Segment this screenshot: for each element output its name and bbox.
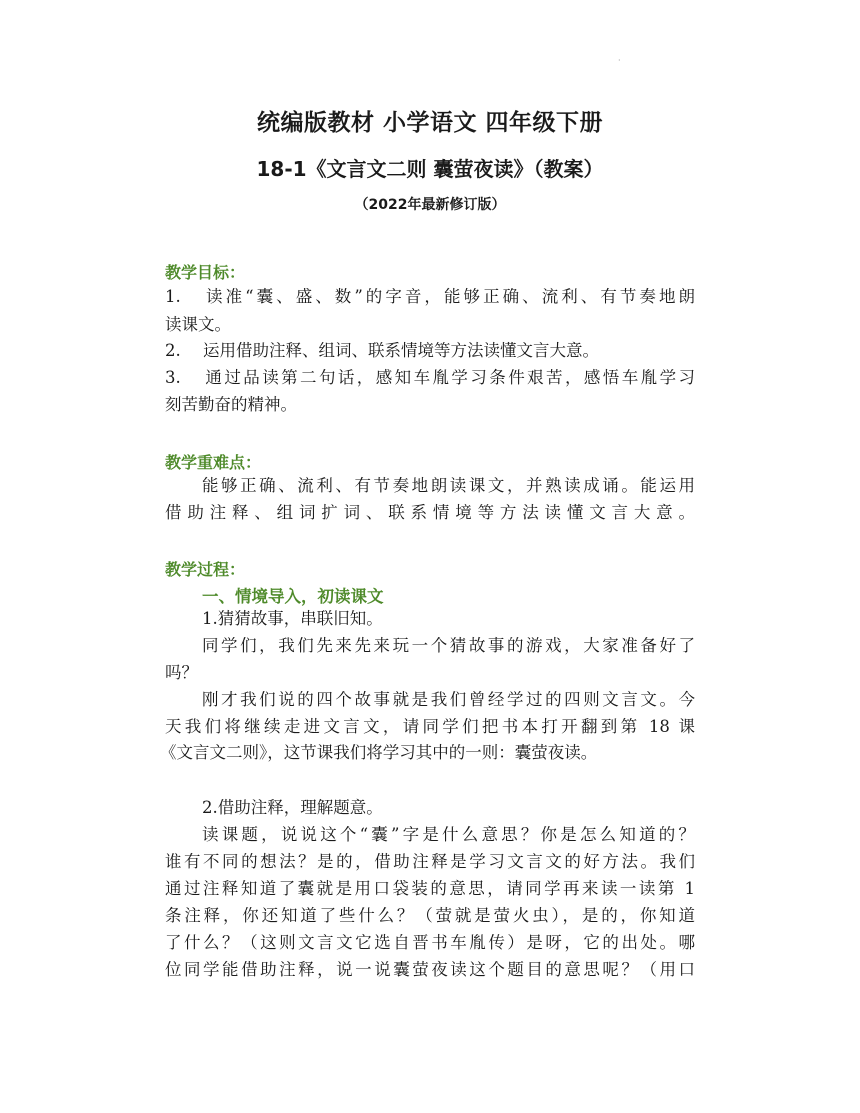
process-heading: 教学过程： xyxy=(165,560,246,579)
paragraph-3-line-2: 谁有不同的想法？是的，借助注释是学习文言文的好方法。我们 xyxy=(165,852,695,871)
objective-3-text: 通过品读第二句话，感知车胤学习条件艰苦，感悟车胤学习 xyxy=(203,368,695,387)
paragraph-2-line-3: 《文言文二则》，这节课我们将学习其中的一则：囊萤夜读。 xyxy=(160,743,598,762)
section-1-heading: 一、情境导入，初读课文 xyxy=(202,587,384,606)
paragraph-3-line-4: 条注释，你还知道了些什么？（萤就是萤火虫），是的，你知道 xyxy=(165,906,695,925)
lesson-title: 18-1《文言文二则 囊萤夜读》（教案） xyxy=(256,157,604,181)
objective-3-line-1 xyxy=(165,368,695,388)
document-title: 统编版教材 小学语文 四年级下册 xyxy=(256,110,603,136)
objective-2-line-1 xyxy=(165,341,695,361)
paragraph-3-line-5: 了什么？（这则文言文它选自晋书车胤传）是呀，它的出处。哪 xyxy=(165,933,695,952)
objective-2-number: 2. xyxy=(165,341,181,360)
objective-1-line-2: 读课文。 xyxy=(165,315,231,334)
paragraph-1-line-2: 吗？ xyxy=(165,663,198,682)
paragraph-3-line-3: 通过注释知道了囊就是用口袋装的意思，请同学再来读一读第 1 xyxy=(165,879,695,898)
paragraph-3-line-1: 读课题，说说这个“囊”字是什么意思？你是怎么知道的？ xyxy=(202,825,695,844)
edition-note: （2022年最新修订版） xyxy=(354,197,506,213)
key-points-heading: 教学重难点： xyxy=(165,453,262,472)
page-dot: · xyxy=(618,56,621,65)
objective-3-number: 3. xyxy=(165,368,181,387)
objective-1-number: 1. xyxy=(165,287,181,306)
key-points-line-1: 能够正确、流利、有节奏地朗读课文，并熟读成诵。能运用 xyxy=(202,476,695,495)
paragraph-3-line-6: 位同学能借助注释，说一说囊萤夜读这个题目的意思呢？（用口 xyxy=(165,960,695,979)
step-1-heading: 1.猜猜故事，串联旧知。 xyxy=(202,609,383,628)
objective-1-line-1 xyxy=(165,287,695,307)
objective-1-text: 读准“囊、盛、数”的字音，能够正确、流利、有节奏地朗 xyxy=(203,287,695,306)
paragraph-1-line-1: 同学们，我们先来先来玩一个猜故事的游戏，大家准备好了 xyxy=(202,636,695,655)
objective-2-text: 运用借助注释、组词、联系情境等方法读懂文言大意。 xyxy=(203,341,599,360)
objective-3-line-2: 刻苦勤奋的精神。 xyxy=(165,395,297,414)
objectives-heading: 教学目标： xyxy=(165,263,246,282)
key-points-line-2: 借助注释、组词扩词、联系情境等方法读懂文言大意。 xyxy=(165,503,695,522)
step-2-heading: 2.借助注释，理解题意。 xyxy=(202,798,383,817)
paragraph-2-line-2: 天我们将继续走进文言文，请同学们把书本打开翻到第 18 课 xyxy=(165,717,695,736)
paragraph-2-line-1: 刚才我们说的四个故事就是我们曾经学过的四则文言文。今 xyxy=(202,690,695,709)
